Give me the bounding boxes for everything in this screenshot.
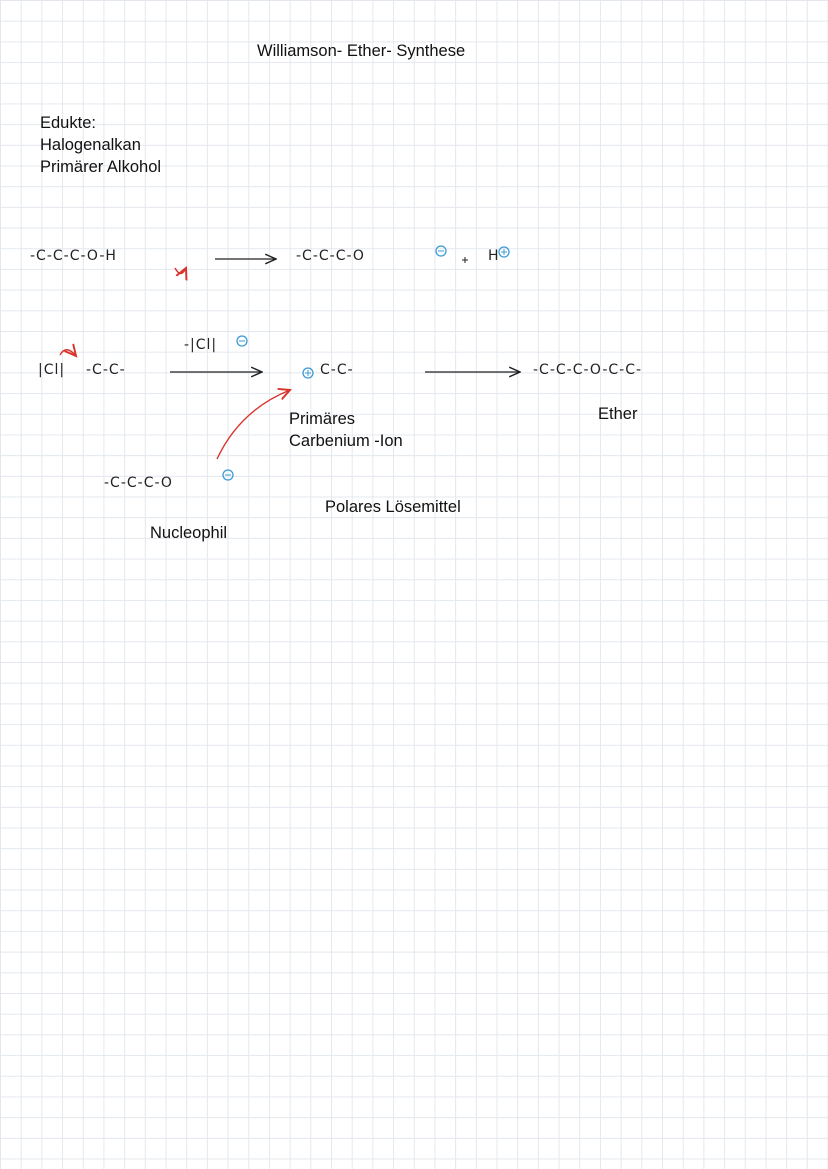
reactant-item: Primärer Alkohol [40,158,162,176]
alcohol-formula: -C-C-C-O-H [30,248,117,264]
reactants-heading: Edukte: [40,114,96,132]
carbenium-label-line2: Carbenium -Ion [289,432,403,450]
reactant-item: Halogenalkan [40,136,141,154]
nucleophilic-attack-arrow-icon [217,390,290,459]
halide-formula: |Cl| [38,362,66,378]
electron-arrow-icon [175,268,186,274]
page-title: Williamson- Ether- Synthese [257,42,466,60]
solvent-label: Polares Lösemittel [325,498,461,516]
leaving-group-formula: -|Cl| [184,337,218,353]
alkoxide-formula: -C-C-C-O [296,248,365,264]
halide-chain-formula: -C-C- [86,362,126,378]
ether-label: Ether [598,405,638,423]
nucleophile-formula: -C-C-C-O [104,475,173,491]
carbenium-label-line1: Primäres [289,410,356,428]
carbenium-formula: C-C- [320,362,354,378]
proton-formula: H [488,248,500,264]
nucleophile-label: Nucleophil [150,524,228,542]
electron-arrow-icon [60,350,76,356]
ether-product-formula: -C-C-C-O-C-C- [533,362,643,378]
